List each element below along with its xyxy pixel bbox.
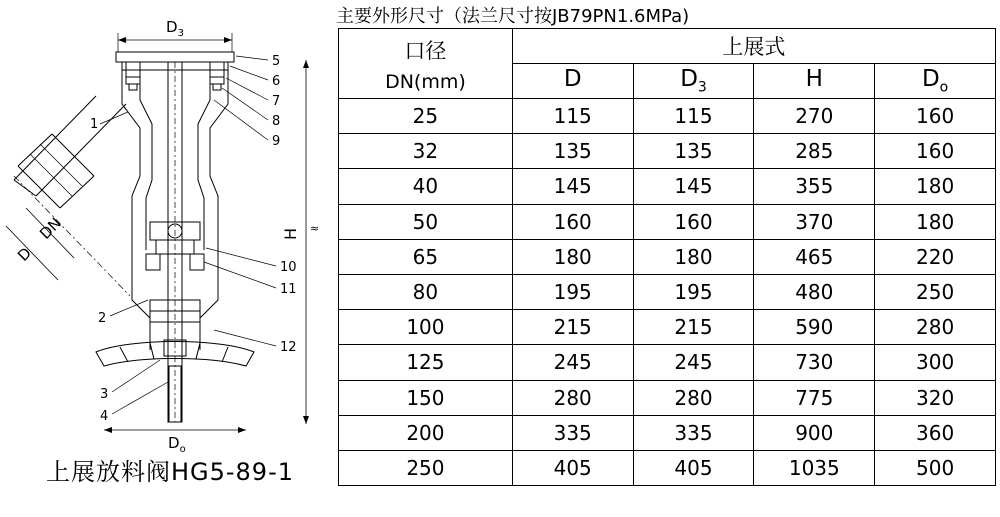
cell-d: 280 bbox=[512, 380, 633, 415]
cell-d: 180 bbox=[512, 239, 633, 274]
callout-2: 2 bbox=[98, 311, 107, 326]
cell-d: 160 bbox=[512, 204, 633, 239]
cell-d3: 115 bbox=[633, 99, 754, 134]
label-h-approx: ≈ bbox=[310, 222, 320, 235]
cell-dn: 125 bbox=[339, 345, 513, 380]
cell-h: 480 bbox=[754, 274, 875, 309]
callout-8: 8 bbox=[272, 114, 281, 129]
header-bore-line2: DN(mm) bbox=[385, 70, 466, 93]
header-col-Do-sub: o bbox=[939, 79, 949, 96]
cell-d3: 280 bbox=[633, 380, 754, 415]
cell-do: 220 bbox=[875, 239, 996, 274]
cell-do: 180 bbox=[875, 204, 996, 239]
cell-d3: 215 bbox=[633, 310, 754, 345]
cell-d3: 405 bbox=[633, 450, 754, 485]
callout-12: 12 bbox=[280, 340, 297, 355]
callout-9: 9 bbox=[272, 134, 281, 149]
header-col-D3 bbox=[633, 64, 754, 99]
table-row bbox=[339, 239, 996, 274]
cell-do: 160 bbox=[875, 134, 996, 169]
cell-h: 370 bbox=[754, 204, 875, 239]
cell-d3: 195 bbox=[633, 274, 754, 309]
cell-h: 900 bbox=[754, 415, 875, 450]
cell-dn: 100 bbox=[339, 310, 513, 345]
table-row bbox=[339, 345, 996, 380]
callout-10: 10 bbox=[280, 260, 297, 275]
cell-h: 355 bbox=[754, 169, 875, 204]
cell-h: 775 bbox=[754, 380, 875, 415]
cell-h: 590 bbox=[754, 310, 875, 345]
cell-dn: 40 bbox=[339, 169, 513, 204]
header-bore-cell bbox=[339, 29, 513, 99]
table-header-row-1 bbox=[339, 29, 996, 64]
cell-d3: 335 bbox=[633, 415, 754, 450]
cell-h: 730 bbox=[754, 345, 875, 380]
cell-h: 285 bbox=[754, 134, 875, 169]
label-d3: $D_3$ bbox=[166, 18, 184, 39]
dimensions-table bbox=[338, 28, 996, 486]
cell-d: 245 bbox=[512, 345, 633, 380]
header-col-D3-main: D bbox=[680, 66, 698, 93]
cell-dn: 200 bbox=[339, 415, 513, 450]
header-col-Do bbox=[875, 64, 996, 99]
header-bore-line1: 口径 bbox=[404, 38, 447, 63]
cell-h: 1035 bbox=[754, 450, 875, 485]
table-row bbox=[339, 380, 996, 415]
cell-dn: 80 bbox=[339, 274, 513, 309]
cell-d3: 180 bbox=[633, 239, 754, 274]
callout-3: 3 bbox=[100, 387, 109, 402]
cell-d: 405 bbox=[512, 450, 633, 485]
header-col-D-main: D bbox=[563, 66, 582, 93]
table-row bbox=[339, 99, 996, 134]
cell-do: 320 bbox=[875, 380, 996, 415]
valve-drawing-svg bbox=[0, 0, 340, 460]
label-do: $D_o$ bbox=[168, 434, 186, 455]
table-row bbox=[339, 169, 996, 204]
cell-d3: 135 bbox=[633, 134, 754, 169]
table-row bbox=[339, 310, 996, 345]
spec-table-section bbox=[336, 0, 1000, 517]
cell-d: 115 bbox=[512, 99, 633, 134]
cell-d3: 160 bbox=[633, 204, 754, 239]
cell-do: 300 bbox=[875, 345, 996, 380]
cell-dn: 150 bbox=[339, 380, 513, 415]
cell-dn: 65 bbox=[339, 239, 513, 274]
cell-dn: 250 bbox=[339, 450, 513, 485]
cell-do: 180 bbox=[875, 169, 996, 204]
table-row bbox=[339, 415, 996, 450]
label-dn: DN bbox=[36, 213, 65, 243]
cell-d: 335 bbox=[512, 415, 633, 450]
table-row bbox=[339, 204, 996, 239]
table-row bbox=[339, 450, 996, 485]
cell-d3: 245 bbox=[633, 345, 754, 380]
header-col-Do-main: D bbox=[921, 66, 940, 93]
callout-7: 7 bbox=[272, 94, 281, 109]
drawing-caption: 上展放料阀HG5-89-1 bbox=[45, 458, 295, 486]
cell-dn: 50 bbox=[339, 204, 513, 239]
cell-h: 465 bbox=[754, 239, 875, 274]
cell-do: 500 bbox=[875, 450, 996, 485]
header-col-H-main: H bbox=[805, 66, 823, 93]
cell-do: 280 bbox=[875, 310, 996, 345]
valve-technical-drawing bbox=[0, 0, 340, 517]
cell-d3: 145 bbox=[633, 169, 754, 204]
cell-d: 215 bbox=[512, 310, 633, 345]
callout-5: 5 bbox=[272, 54, 281, 69]
callout-4: 4 bbox=[100, 409, 109, 424]
callout-11: 11 bbox=[280, 282, 297, 297]
callout-1: 1 bbox=[90, 117, 99, 132]
header-col-D bbox=[512, 64, 633, 99]
cell-d: 135 bbox=[512, 134, 633, 169]
table-title: 主要外形尺寸（法兰尺寸按JB79PN1.6MPa) bbox=[336, 6, 690, 27]
table-row bbox=[339, 274, 996, 309]
header-col-H bbox=[754, 64, 875, 99]
cell-do: 360 bbox=[875, 415, 996, 450]
cell-d: 145 bbox=[512, 169, 633, 204]
cell-d: 195 bbox=[512, 274, 633, 309]
cell-do: 160 bbox=[875, 99, 996, 134]
callout-6: 6 bbox=[272, 74, 281, 89]
cell-dn: 32 bbox=[339, 134, 513, 169]
cell-dn: 25 bbox=[339, 99, 513, 134]
label-d: D bbox=[14, 243, 36, 265]
label-h: H bbox=[281, 227, 300, 240]
header-col-D3-sub: 3 bbox=[697, 79, 707, 96]
cell-do: 250 bbox=[875, 274, 996, 309]
table-row bbox=[339, 134, 996, 169]
header-group-label: 上展式 bbox=[512, 29, 995, 64]
cell-h: 270 bbox=[754, 99, 875, 134]
